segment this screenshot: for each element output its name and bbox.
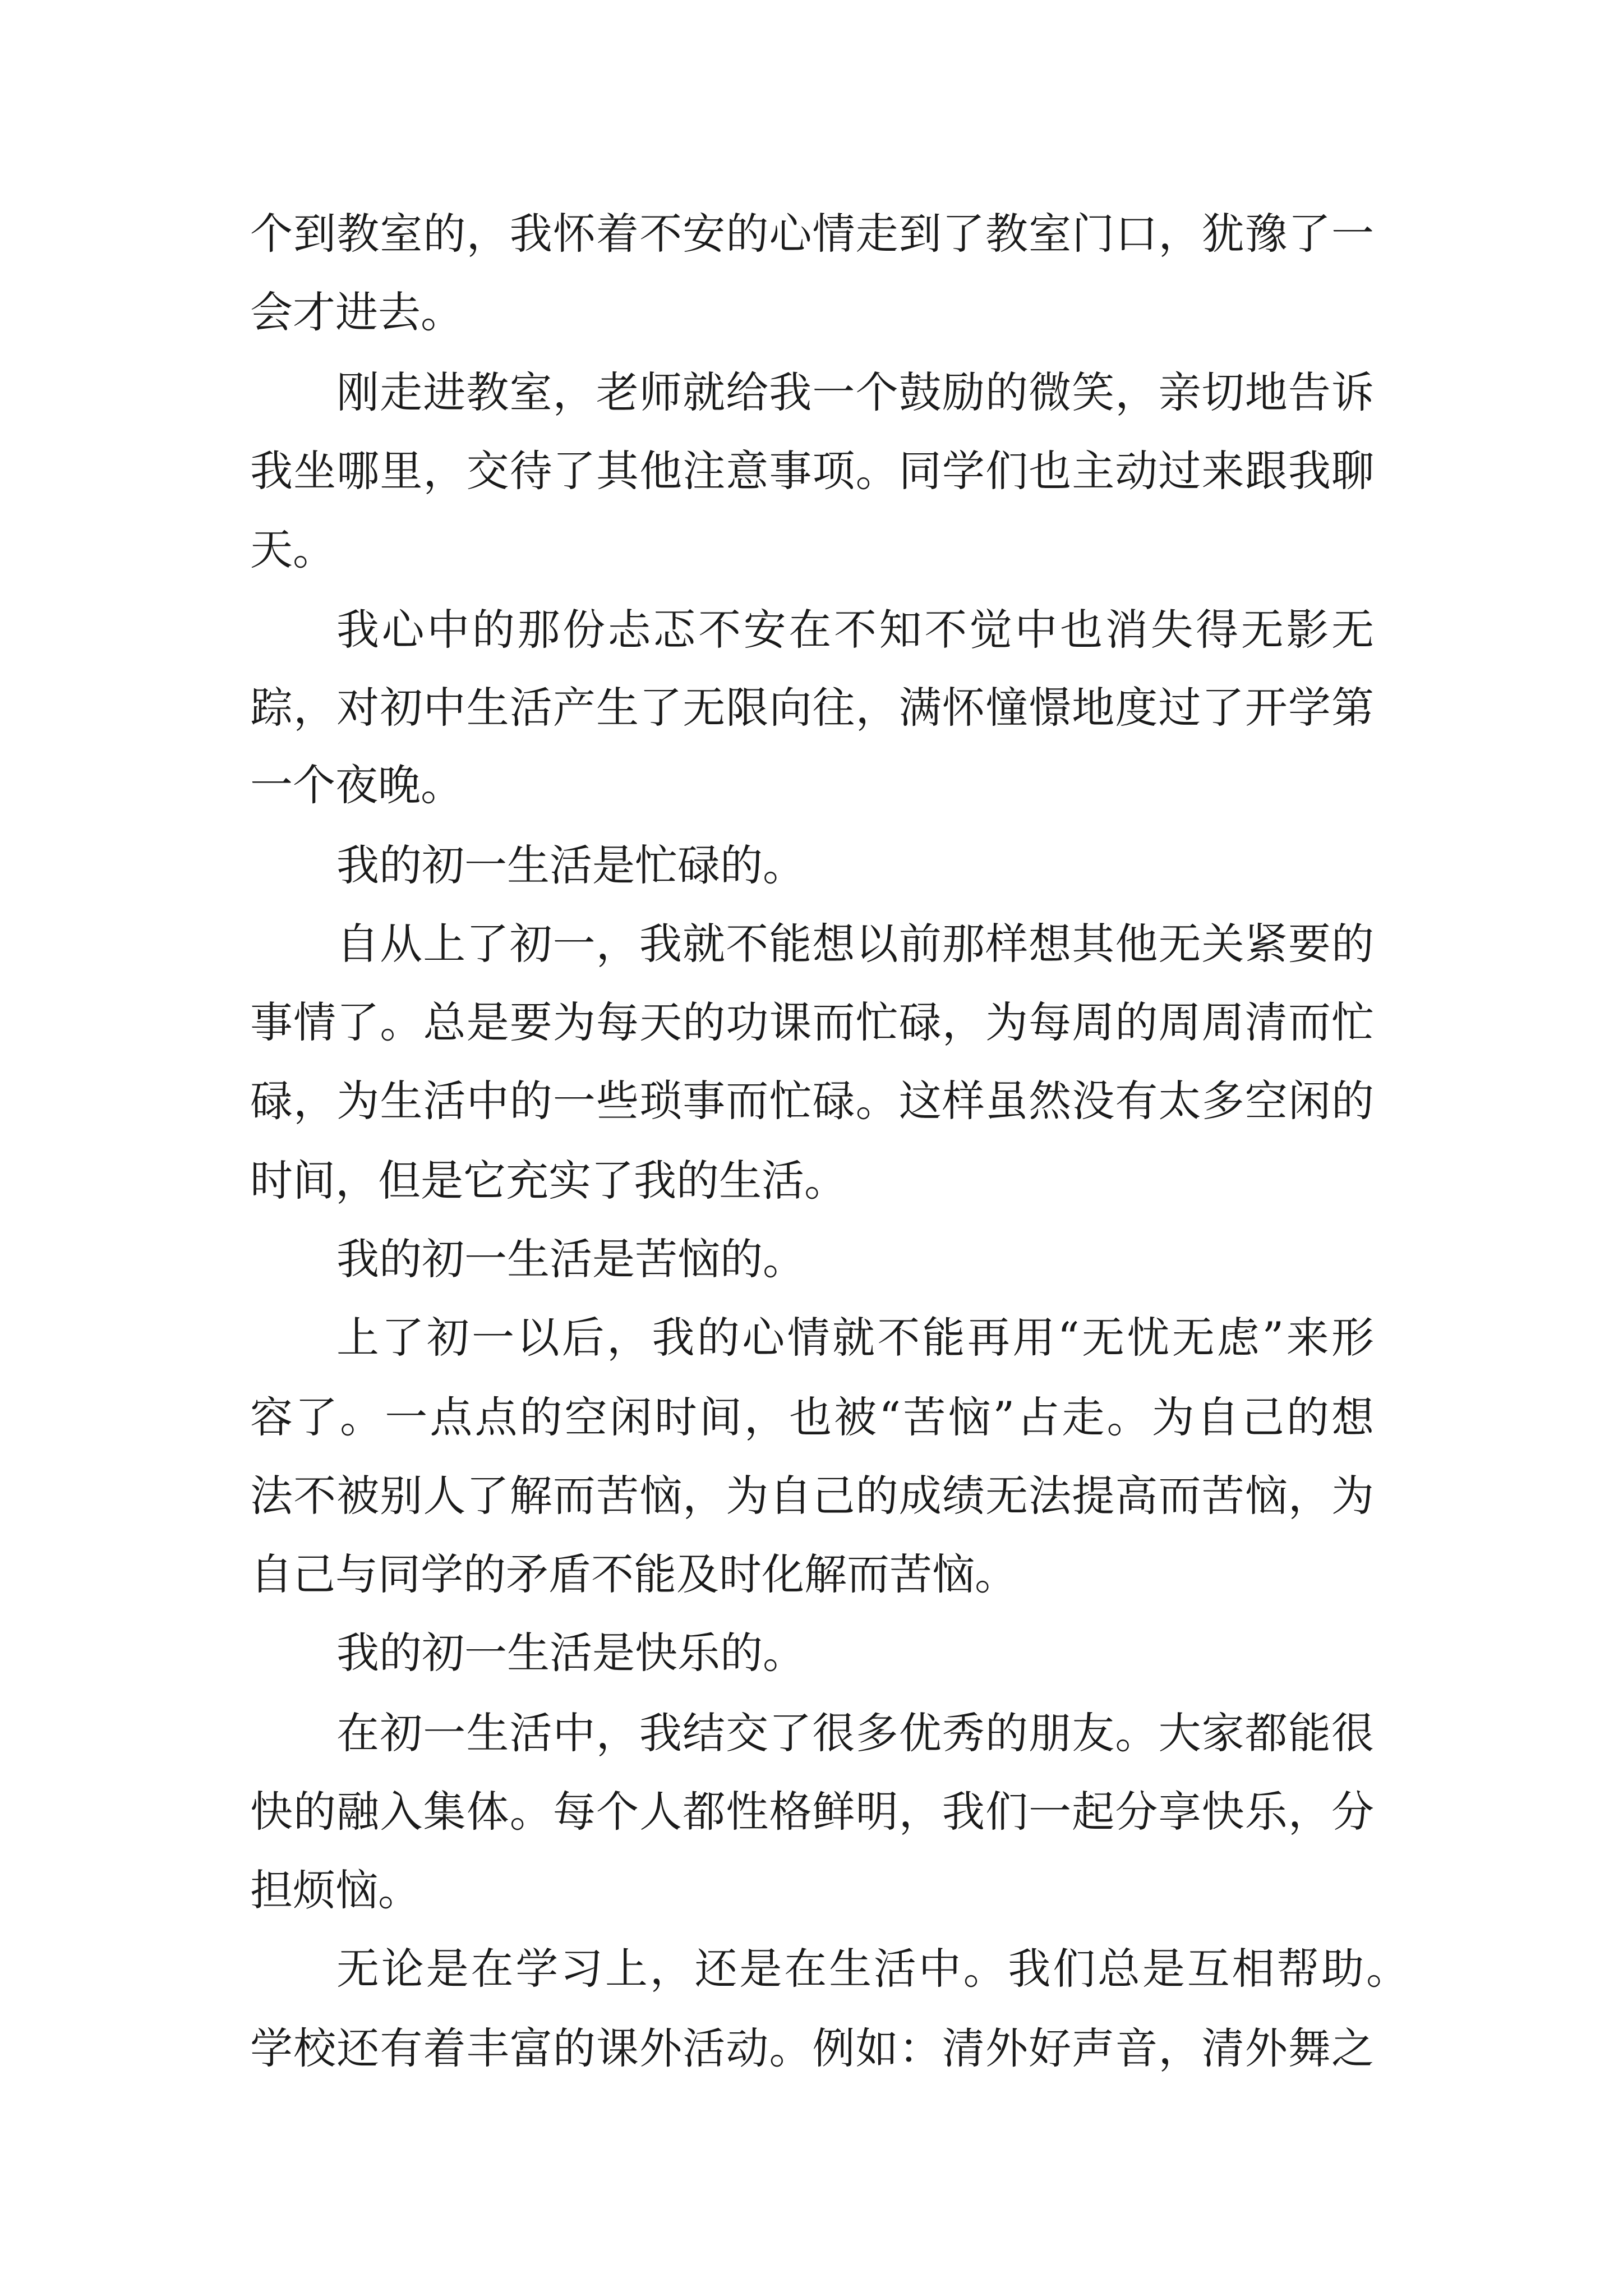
text-line: 自从上了初一，我就不能想以前那样想其他无关紧要的: [336, 919, 1374, 969]
text-line: 个到教室的，我怀着不安的心情走到了教室门口，犹豫了一: [250, 209, 1374, 259]
text-line: 会才进去。: [250, 287, 463, 337]
text-line: 上了初一以后，我的心情就不能再用“无忧无虑”来形: [336, 1313, 1374, 1363]
text-line: 担烦恼。: [250, 1865, 421, 1915]
text-line: 快的融入集体。每个人都性格鲜明，我们一起分享快乐，分: [250, 1787, 1374, 1837]
text-line: 一个夜晚。: [250, 760, 463, 810]
text-line: 天。: [250, 524, 335, 574]
text-line: 时间，但是它充实了我的生活。: [250, 1156, 847, 1205]
text-line: 我坐哪里，交待了其他注意事项。同学们也主动过来跟我聊: [250, 446, 1374, 496]
text-line: 在初一生活中，我结交了很多优秀的朋友。大家都能很: [336, 1708, 1374, 1758]
text-line: 法不被别人了解而苦恼，为自己的成绩无法提高而苦恼，为: [250, 1471, 1374, 1521]
text-line: 碌，为生活中的一些琐事而忙碌。这样虽然没有太多空闲的: [250, 1076, 1374, 1126]
text-line: 自己与同学的矛盾不能及时化解而苦恼。: [250, 1549, 1017, 1599]
text-line: 容了。一点点的空闲时间，也被“苦恼”占走。为自己的想: [250, 1392, 1374, 1442]
text-line: 刚走进教室，老师就给我一个鼓励的微笑，亲切地告诉: [336, 367, 1374, 417]
text-line: 我的初一生活是快乐的。: [336, 1628, 805, 1678]
text-line: 学校还有着丰富的课外活动。例如：清外好声音，清外舞之: [250, 2023, 1374, 2073]
text-line: 我的初一生活是忙碌的。: [336, 840, 805, 890]
text-line: 无论是在学习上，还是在生活中。我们总是互相帮助。: [336, 1944, 1409, 1994]
text-line: 事情了。总是要为每天的功课而忙碌，为每周的周周清而忙: [250, 997, 1374, 1047]
text-line: 我的初一生活是苦恼的。: [336, 1234, 805, 1284]
text-line: 踪，对初中生活产生了无限向往，满怀憧憬地度过了开学第: [250, 683, 1374, 733]
text-line: 我心中的那份忐忑不安在不知不觉中也消失得无影无: [336, 605, 1374, 655]
